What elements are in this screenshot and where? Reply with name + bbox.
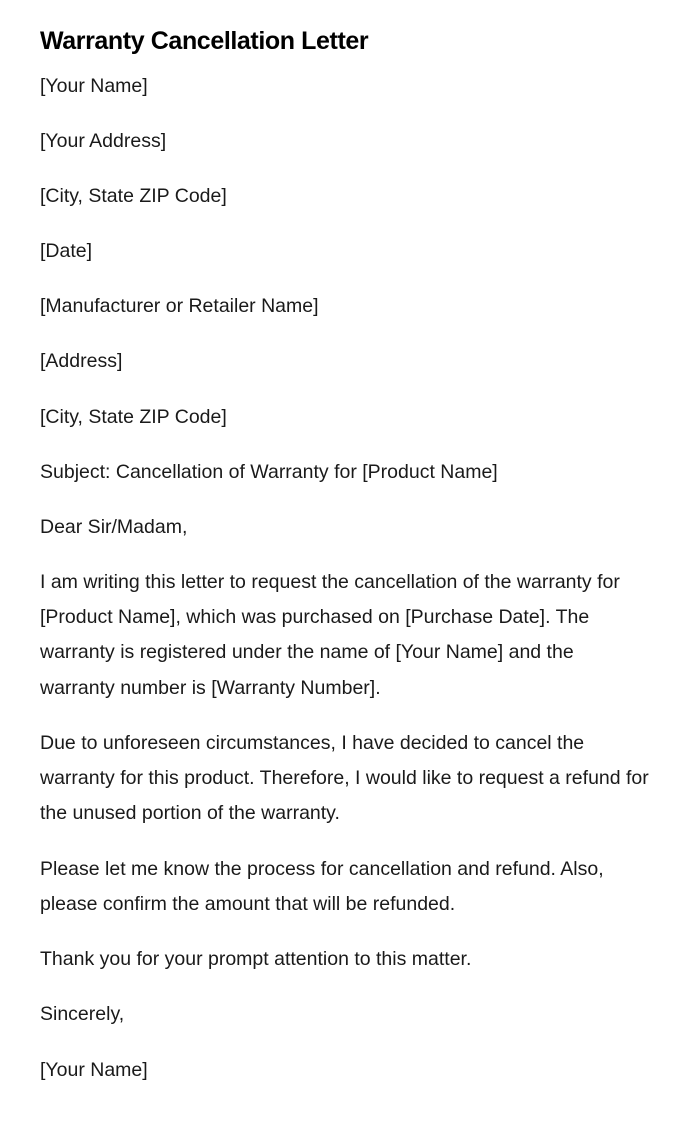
signature-name: [Your Name] bbox=[40, 1059, 148, 1081]
letter-date: [Date] bbox=[40, 240, 93, 262]
body-paragraph-reason: Due to unforeseen circumstances, I have decided to cancel the warranty for this product. Therefore, I would like to request a refund for the unused portion of the warranty. bbox=[40, 732, 649, 825]
body-paragraph-thanks: Thank you for your prompt attention to this matter. bbox=[40, 948, 472, 970]
body-paragraph-request: I am writing this letter to request the cancellation of the warranty for [Product Name], which was purchased on [Purchase Date]. The warranty is registered under the name of [Your Name] and the warranty number is [Warranty Number]. bbox=[40, 571, 620, 699]
salutation: Dear Sir/Madam, bbox=[40, 516, 188, 538]
recipient-name: [Manufacturer or Retailer Name] bbox=[40, 295, 319, 317]
body-paragraph-process: Please let me know the process for cancellation and refund. Also, please confirm the amount that will be refunded. bbox=[40, 858, 604, 916]
document-title: Warranty Cancellation Letter bbox=[40, 27, 369, 55]
recipient-city-state-zip: [City, State ZIP Code] bbox=[40, 406, 227, 428]
closing: Sincerely, bbox=[40, 1003, 125, 1025]
sender-city-state-zip: [City, State ZIP Code] bbox=[40, 185, 227, 207]
subject-line: Subject: Cancellation of Warranty for [Product Name] bbox=[40, 461, 498, 483]
recipient-address: [Address] bbox=[40, 350, 123, 372]
sender-address: [Your Address] bbox=[40, 130, 167, 152]
sender-name: [Your Name] bbox=[40, 75, 148, 97]
